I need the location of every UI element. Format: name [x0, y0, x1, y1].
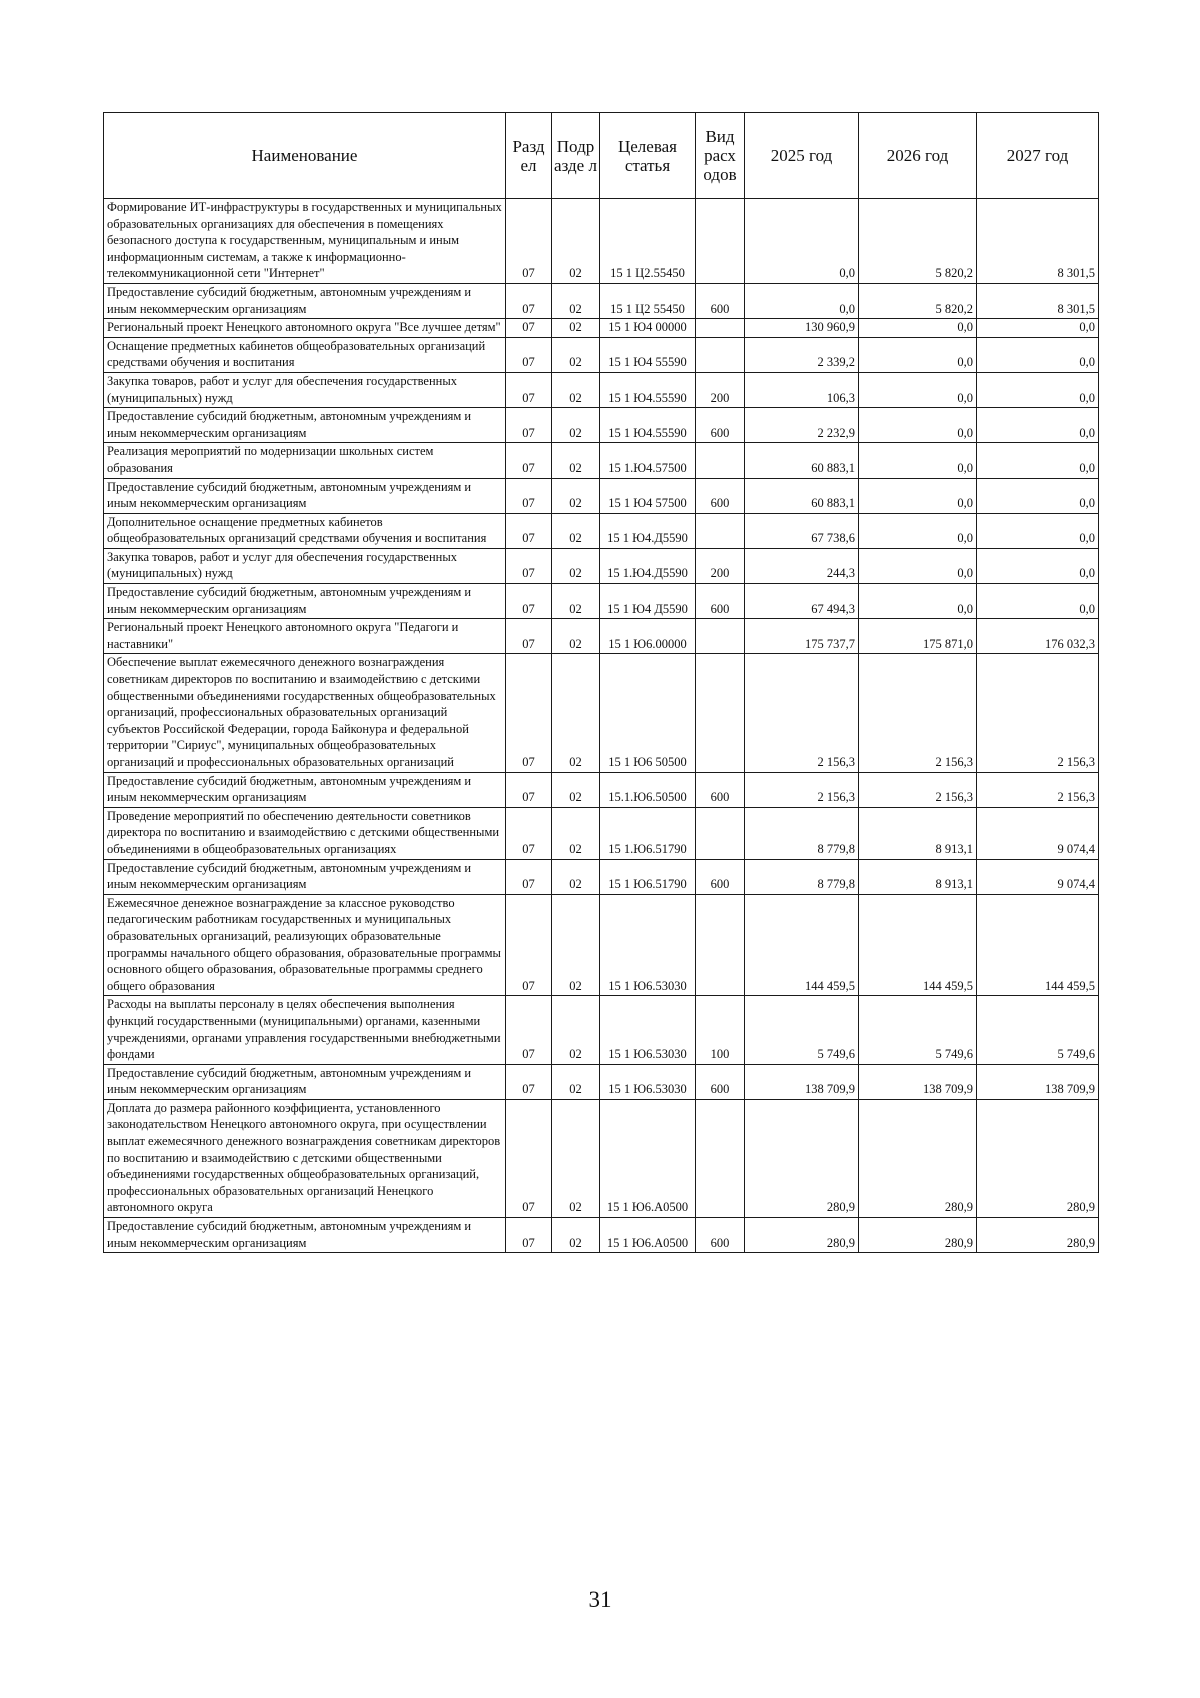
table-row [104, 283, 1099, 318]
header-row [104, 113, 1099, 199]
row-expense-type: 100 [696, 996, 745, 1064]
table-row [104, 654, 1099, 772]
table-row [104, 772, 1099, 807]
table-row [104, 996, 1099, 1064]
row-subsection: 02 [552, 337, 600, 372]
header-year-2027: 2027 год [977, 113, 1099, 199]
row-section: 07 [506, 654, 552, 772]
row-amount-2026: 144 459,5 [859, 894, 977, 996]
row-amount-2025: 60 883,1 [745, 443, 859, 478]
row-amount-2027: 144 459,5 [977, 894, 1099, 996]
row-amount-2025: 138 709,9 [745, 1064, 859, 1099]
row-expense-type: 600 [696, 1218, 745, 1253]
row-amount-2025: 5 749,6 [745, 996, 859, 1064]
row-section: 07 [506, 619, 552, 654]
row-amount-2025: 2 339,2 [745, 337, 859, 372]
row-expense-type [696, 654, 745, 772]
row-name: Обеспечение выплат ежемесячного денежного вознаграждения советникам директоров по воспитанию и взаимодействию с детскими общественными объединениями государственных общеобразовательных организаций, профессиональных образовательных организаций субъектов Российской Федерации, города Байконура и федеральной территории "Сириус", муниципальных общеобразовательных организаций и профессиональных образовательных организаций [104, 654, 506, 772]
row-subsection: 02 [552, 807, 600, 859]
row-section: 07 [506, 372, 552, 407]
row-amount-2025: 2 232,9 [745, 408, 859, 443]
row-target-article: 15 1 Ю6.53030 [600, 996, 696, 1064]
header-year-2026: 2026 год [859, 113, 977, 199]
table-row [104, 408, 1099, 443]
row-amount-2027: 5 749,6 [977, 996, 1099, 1064]
row-target-article: 15 1 Ю4 57500 [600, 478, 696, 513]
row-name: Предоставление субсидий бюджетным, автономным учреждениям и иным некоммерческим организациям [104, 584, 506, 619]
row-amount-2026: 0,0 [859, 443, 977, 478]
row-amount-2027: 0,0 [977, 337, 1099, 372]
header-target-article: Целевая статья [600, 113, 696, 199]
row-target-article: 15 1 Ю4.Д5590 [600, 513, 696, 548]
row-amount-2026: 2 156,3 [859, 772, 977, 807]
row-section: 07 [506, 199, 552, 284]
row-amount-2026: 0,0 [859, 478, 977, 513]
row-target-article: 15 1 Ю6 50500 [600, 654, 696, 772]
table-row [104, 319, 1099, 338]
row-subsection: 02 [552, 619, 600, 654]
row-expense-type: 600 [696, 772, 745, 807]
row-target-article: 15 1 Ц2.55450 [600, 199, 696, 284]
row-section: 07 [506, 408, 552, 443]
row-amount-2027: 280,9 [977, 1218, 1099, 1253]
table-row [104, 513, 1099, 548]
table-header [104, 113, 1099, 199]
row-name: Закупка товаров, работ и услуг для обеспечения государственных (муниципальных) нужд [104, 548, 506, 583]
row-amount-2026: 8 913,1 [859, 807, 977, 859]
row-name: Предоставление субсидий бюджетным, автономным учреждениям и иным некоммерческим организациям [104, 1218, 506, 1253]
row-subsection: 02 [552, 859, 600, 894]
row-expense-type [696, 619, 745, 654]
row-amount-2026: 5 749,6 [859, 996, 977, 1064]
row-name: Ежемесячное денежное вознаграждение за классное руководство педагогическим работникам государственных и муниципальных образовательных организаций, реализующих образовательные программы начального общего образования, образовательные программы основного общего образования, образовательные программы среднего общего образования [104, 894, 506, 996]
row-section: 07 [506, 1099, 552, 1217]
row-target-article: 15 1.Ю4.Д5590 [600, 548, 696, 583]
table-row [104, 1218, 1099, 1253]
row-amount-2027: 2 156,3 [977, 772, 1099, 807]
row-subsection: 02 [552, 283, 600, 318]
row-expense-type: 600 [696, 408, 745, 443]
row-section: 07 [506, 996, 552, 1064]
row-expense-type [696, 443, 745, 478]
row-expense-type: 600 [696, 283, 745, 318]
row-amount-2026: 0,0 [859, 548, 977, 583]
row-amount-2026: 5 820,2 [859, 283, 977, 318]
row-amount-2026: 0,0 [859, 319, 977, 338]
row-name: Закупка товаров, работ и услуг для обеспечения государственных (муниципальных) нужд [104, 372, 506, 407]
row-subsection: 02 [552, 478, 600, 513]
row-name: Предоставление субсидий бюджетным, автономным учреждениям и иным некоммерческим организациям [104, 859, 506, 894]
row-amount-2027: 0,0 [977, 548, 1099, 583]
row-expense-type: 600 [696, 859, 745, 894]
row-amount-2027: 176 032,3 [977, 619, 1099, 654]
row-name: Реализация мероприятий по модернизации школьных систем образования [104, 443, 506, 478]
row-amount-2025: 280,9 [745, 1218, 859, 1253]
row-amount-2026: 280,9 [859, 1099, 977, 1217]
row-amount-2025: 0,0 [745, 283, 859, 318]
row-section: 07 [506, 1064, 552, 1099]
row-amount-2026: 175 871,0 [859, 619, 977, 654]
row-amount-2025: 144 459,5 [745, 894, 859, 996]
row-name: Предоставление субсидий бюджетным, автономным учреждениям и иным некоммерческим организациям [104, 1064, 506, 1099]
row-expense-type [696, 513, 745, 548]
row-target-article: 15 1 Ц2 55450 [600, 283, 696, 318]
row-amount-2026: 0,0 [859, 584, 977, 619]
row-subsection: 02 [552, 1064, 600, 1099]
row-amount-2026: 0,0 [859, 513, 977, 548]
table-row [104, 859, 1099, 894]
row-expense-type: 200 [696, 548, 745, 583]
row-subsection: 02 [552, 513, 600, 548]
row-section: 07 [506, 1218, 552, 1253]
row-amount-2027: 0,0 [977, 443, 1099, 478]
row-name: Региональный проект Ненецкого автономного округа "Педагоги и наставники" [104, 619, 506, 654]
row-target-article: 15 1 Ю6.00000 [600, 619, 696, 654]
row-section: 07 [506, 772, 552, 807]
row-target-article: 15 1.Ю4.57500 [600, 443, 696, 478]
row-subsection: 02 [552, 894, 600, 996]
header-name: Наименование [104, 113, 506, 199]
row-subsection: 02 [552, 1218, 600, 1253]
row-expense-type [696, 1099, 745, 1217]
row-expense-type: 600 [696, 584, 745, 619]
row-section: 07 [506, 337, 552, 372]
row-section: 07 [506, 807, 552, 859]
row-target-article: 15.1.Ю6.50500 [600, 772, 696, 807]
row-name: Региональный проект Ненецкого автономного округа "Все лучшее детям" [104, 319, 506, 338]
row-amount-2026: 138 709,9 [859, 1064, 977, 1099]
row-expense-type [696, 894, 745, 996]
row-amount-2026: 280,9 [859, 1218, 977, 1253]
row-amount-2027: 0,0 [977, 372, 1099, 407]
row-amount-2025: 0,0 [745, 199, 859, 284]
row-section: 07 [506, 584, 552, 619]
row-amount-2027: 8 301,5 [977, 283, 1099, 318]
row-amount-2027: 0,0 [977, 584, 1099, 619]
table-row [104, 443, 1099, 478]
row-target-article: 15 1 Ю4 00000 [600, 319, 696, 338]
table-row [104, 894, 1099, 996]
table-row [104, 619, 1099, 654]
row-name: Доплата до размера районного коэффициента, установленного законодательством Ненецкого автономного округа, при осуществлении выплат ежемесячного денежного вознаграждения советникам директоров по воспитанию и взаимодействию с детскими общественными объединениями государственных общеобразовательных организаций, профессиональных образовательных организаций Ненецкого автономного округа [104, 1099, 506, 1217]
row-amount-2027: 0,0 [977, 478, 1099, 513]
row-amount-2026: 2 156,3 [859, 654, 977, 772]
row-amount-2026: 0,0 [859, 372, 977, 407]
row-amount-2026: 8 913,1 [859, 859, 977, 894]
row-amount-2027: 0,0 [977, 513, 1099, 548]
row-amount-2026: 0,0 [859, 337, 977, 372]
row-amount-2025: 244,3 [745, 548, 859, 583]
row-expense-type: 600 [696, 478, 745, 513]
row-amount-2025: 280,9 [745, 1099, 859, 1217]
budget-table [103, 112, 1099, 1253]
row-target-article: 15 1 Ю4.55590 [600, 408, 696, 443]
header-expense-type: Вид расх одов [696, 113, 745, 199]
table-row [104, 372, 1099, 407]
row-section: 07 [506, 894, 552, 996]
row-expense-type [696, 319, 745, 338]
row-name: Расходы на выплаты персоналу в целях обеспечения выполнения функций государственными (муниципальными) органами, казенными учреждениями, органами управления государственными внебюджетными фондами [104, 996, 506, 1064]
row-name: Предоставление субсидий бюджетным, автономным учреждениям и иным некоммерческим организациям [104, 772, 506, 807]
row-target-article: 15 1 Ю6.А0500 [600, 1218, 696, 1253]
row-expense-type [696, 337, 745, 372]
row-amount-2026: 5 820,2 [859, 199, 977, 284]
row-subsection: 02 [552, 996, 600, 1064]
row-section: 07 [506, 548, 552, 583]
row-section: 07 [506, 283, 552, 318]
row-section: 07 [506, 859, 552, 894]
row-section: 07 [506, 319, 552, 338]
row-amount-2025: 60 883,1 [745, 478, 859, 513]
table-row [104, 199, 1099, 284]
row-name: Дополнительное оснащение предметных кабинетов общеобразовательных организаций средствами обучения и воспитания [104, 513, 506, 548]
table-body [104, 199, 1099, 1253]
row-subsection: 02 [552, 654, 600, 772]
row-amount-2027: 280,9 [977, 1099, 1099, 1217]
row-name: Формирование ИТ-инфраструктуры в государственных и муниципальных образовательных организациях для обеспечения в помещениях безопасного доступа к государственным, муниципальным и иным информационным системам, а также к информационно-телекоммуникационной сети "Интернет" [104, 199, 506, 284]
row-name: Проведение мероприятий по обеспечению деятельности советников директора по воспитанию и взаимодействию с детскими общественными объединениями в общеобразовательных организациях [104, 807, 506, 859]
row-amount-2025: 67 738,6 [745, 513, 859, 548]
row-subsection: 02 [552, 319, 600, 338]
row-name: Предоставление субсидий бюджетным, автономным учреждениям и иным некоммерческим организациям [104, 408, 506, 443]
row-section: 07 [506, 513, 552, 548]
row-expense-type: 200 [696, 372, 745, 407]
table-row [104, 1099, 1099, 1217]
table-row [104, 337, 1099, 372]
row-subsection: 02 [552, 408, 600, 443]
row-expense-type [696, 199, 745, 284]
row-name: Предоставление субсидий бюджетным, автономным учреждениям и иным некоммерческим организациям [104, 283, 506, 318]
row-target-article: 15 1 Ю4 55590 [600, 337, 696, 372]
row-amount-2025: 2 156,3 [745, 654, 859, 772]
row-section: 07 [506, 443, 552, 478]
row-amount-2025: 8 779,8 [745, 807, 859, 859]
row-amount-2027: 9 074,4 [977, 859, 1099, 894]
header-subsection: Подр азде л [552, 113, 600, 199]
row-amount-2027: 9 074,4 [977, 807, 1099, 859]
row-subsection: 02 [552, 584, 600, 619]
row-amount-2027: 0,0 [977, 408, 1099, 443]
row-amount-2027: 2 156,3 [977, 654, 1099, 772]
row-name: Предоставление субсидий бюджетным, автономным учреждениям и иным некоммерческим организациям [104, 478, 506, 513]
row-amount-2027: 138 709,9 [977, 1064, 1099, 1099]
row-subsection: 02 [552, 372, 600, 407]
row-target-article: 15 1.Ю6.51790 [600, 807, 696, 859]
table-row [104, 807, 1099, 859]
row-expense-type [696, 807, 745, 859]
table-row [104, 548, 1099, 583]
row-amount-2025: 175 737,7 [745, 619, 859, 654]
row-target-article: 15 1 Ю6.А0500 [600, 1099, 696, 1217]
row-amount-2025: 8 779,8 [745, 859, 859, 894]
row-amount-2025: 130 960,9 [745, 319, 859, 338]
row-target-article: 15 1 Ю4 Д5590 [600, 584, 696, 619]
row-section: 07 [506, 478, 552, 513]
row-subsection: 02 [552, 1099, 600, 1217]
header-section: Разд ел [506, 113, 552, 199]
row-amount-2027: 0,0 [977, 319, 1099, 338]
row-amount-2025: 106,3 [745, 372, 859, 407]
row-subsection: 02 [552, 443, 600, 478]
row-name: Оснащение предметных кабинетов общеобразовательных организаций средствами обучения и воспитания [104, 337, 506, 372]
row-subsection: 02 [552, 199, 600, 284]
row-amount-2026: 0,0 [859, 408, 977, 443]
row-expense-type: 600 [696, 1064, 745, 1099]
row-target-article: 15 1 Ю6.53030 [600, 894, 696, 996]
row-subsection: 02 [552, 548, 600, 583]
row-amount-2027: 8 301,5 [977, 199, 1099, 284]
row-target-article: 15 1 Ю6.51790 [600, 859, 696, 894]
header-year-2025: 2025 год [745, 113, 859, 199]
table-row [104, 1064, 1099, 1099]
row-subsection: 02 [552, 772, 600, 807]
table-row [104, 584, 1099, 619]
page-number: 31 [588, 1587, 612, 1612]
row-amount-2025: 2 156,3 [745, 772, 859, 807]
table-row [104, 478, 1099, 513]
row-amount-2025: 67 494,3 [745, 584, 859, 619]
row-target-article: 15 1 Ю6.53030 [600, 1064, 696, 1099]
row-target-article: 15 1 Ю4.55590 [600, 372, 696, 407]
